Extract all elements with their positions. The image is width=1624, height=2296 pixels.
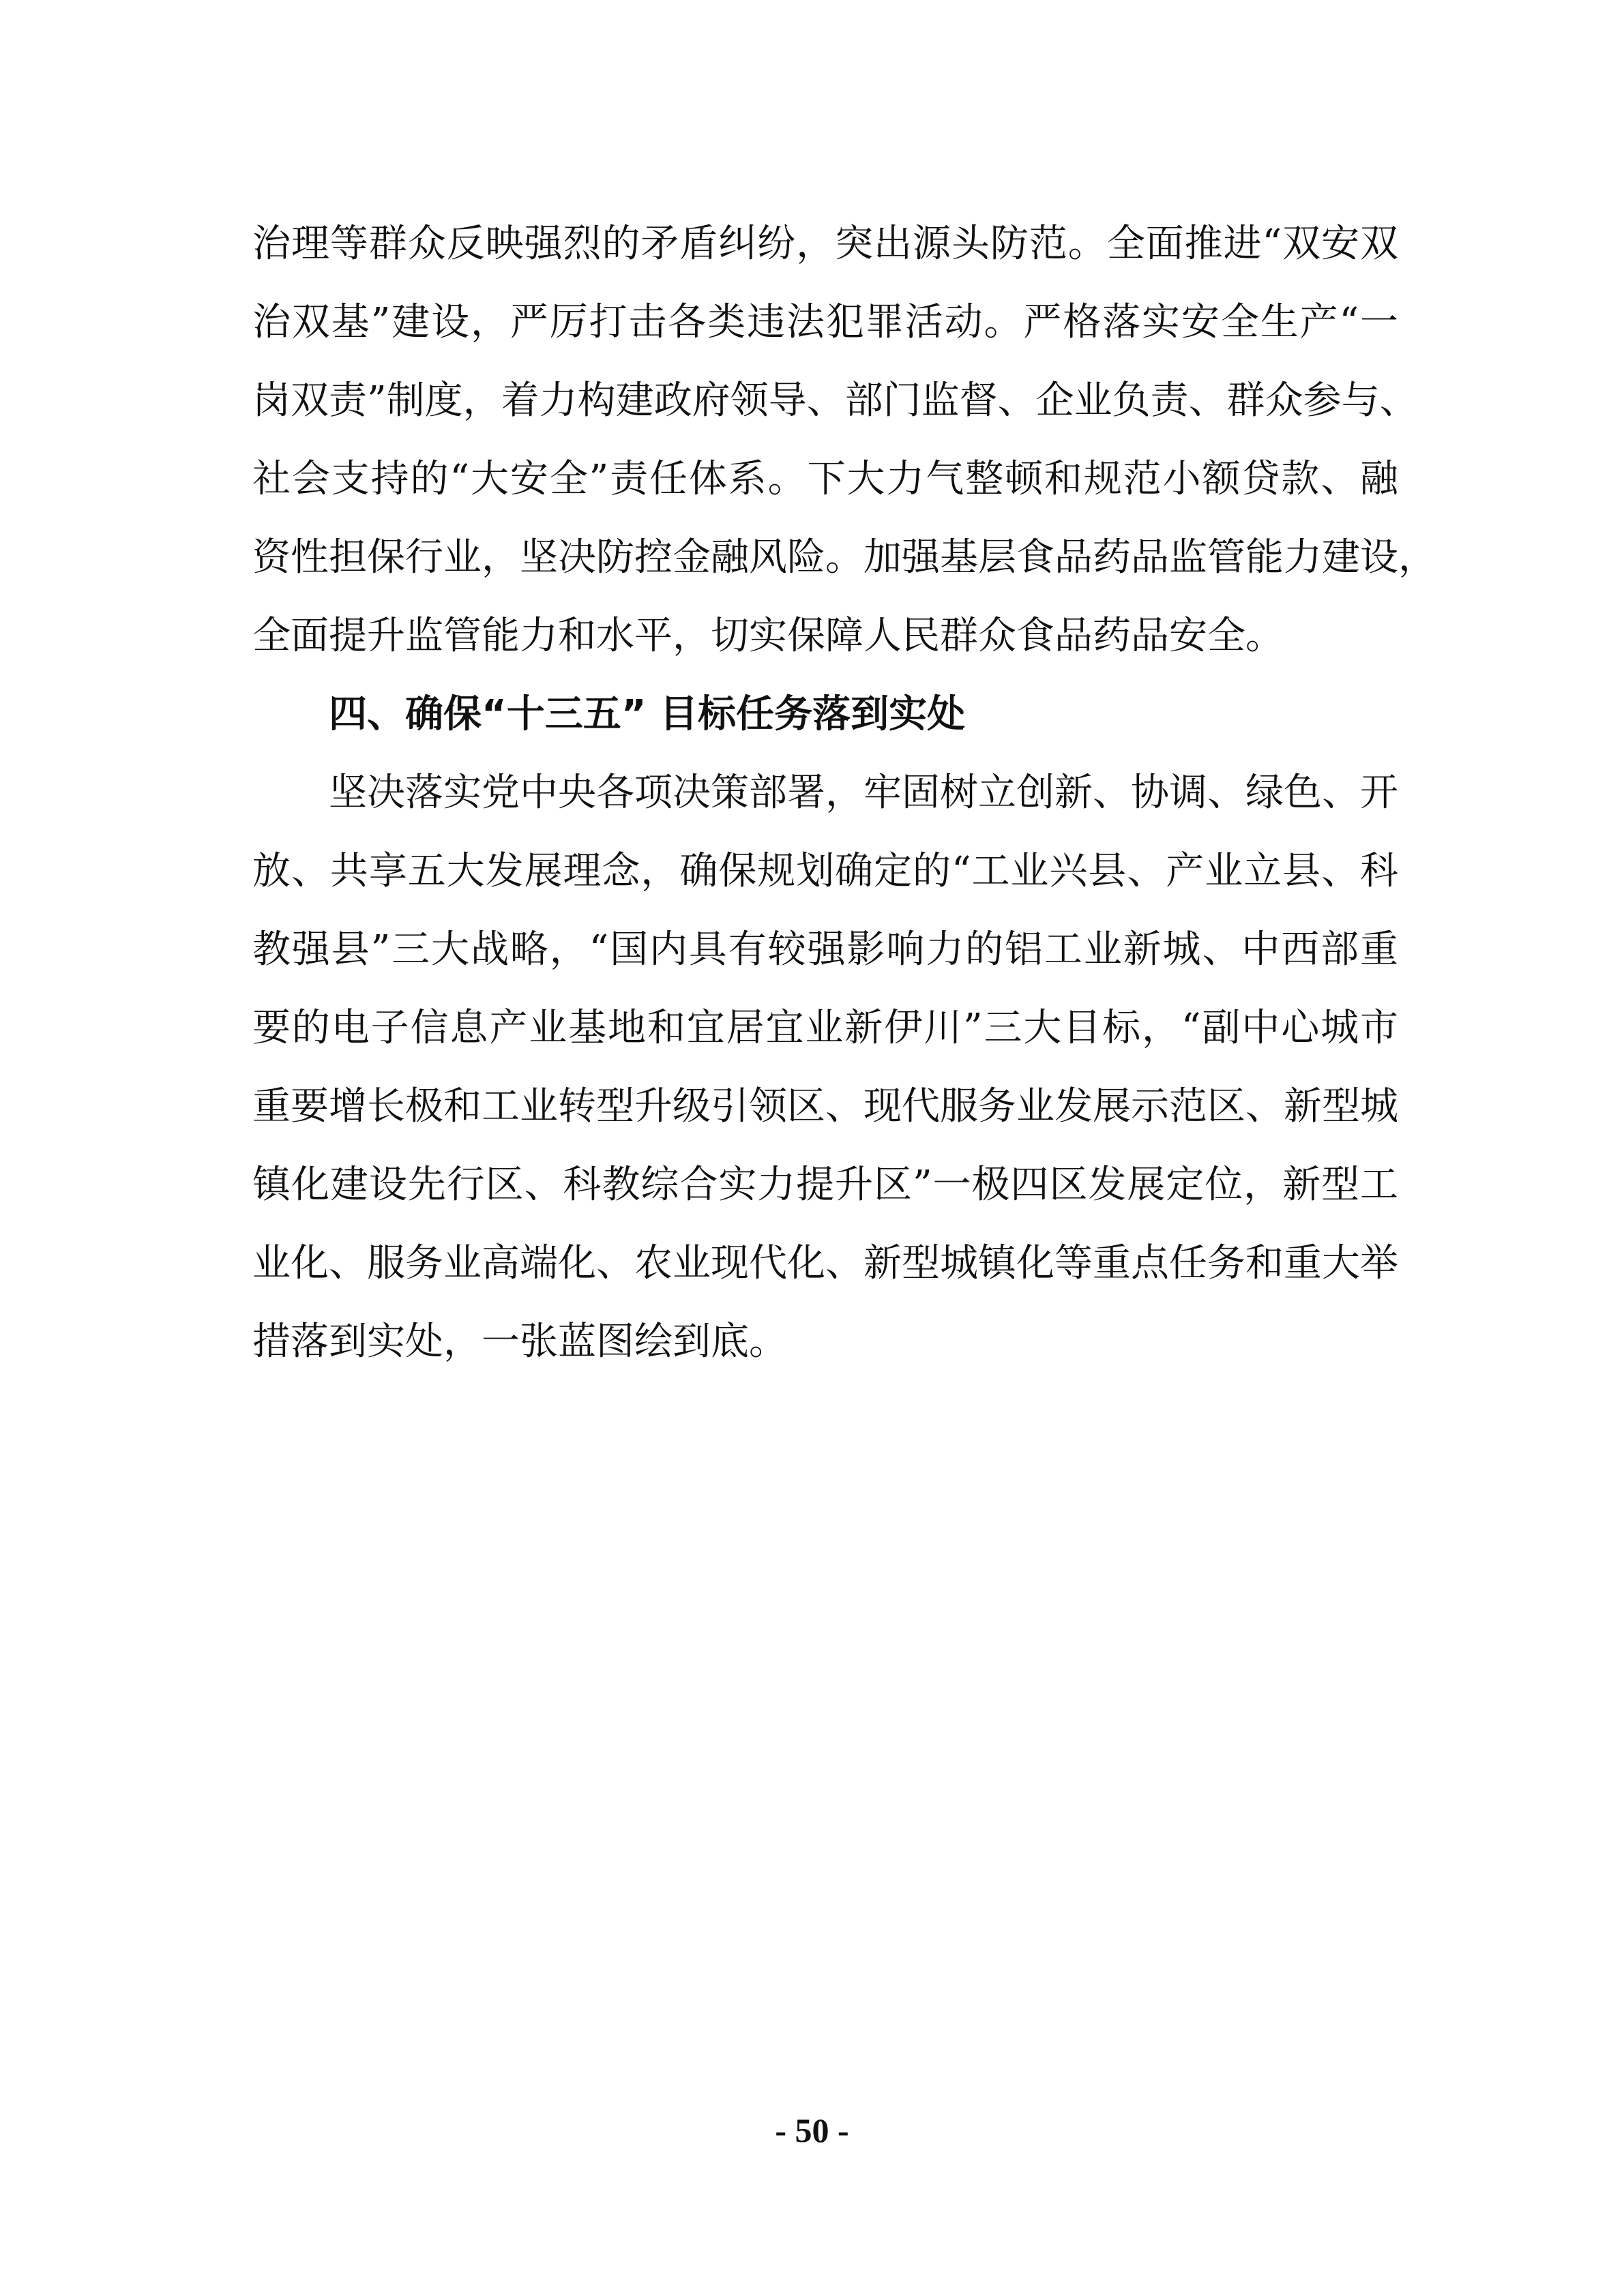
section-heading: 四、确保“十三五” 目标任务落到实处	[329, 692, 966, 736]
paragraph-line: 治理等群众反映强烈的矛盾纠纷，突出源头防范。全面推进“双安双	[252, 222, 1398, 266]
paragraph-line: 社会支持的“大安全”责任体系。下大力气整顿和规范小额贷款、融	[252, 457, 1398, 501]
page-number: - 50 -	[775, 2111, 849, 2149]
paragraph-2	[252, 754, 1398, 1381]
paragraph-line: 岗双责”制度，着力构建政府领导、部门监督、企业负责、群众参与、	[252, 378, 1418, 423]
page-body	[252, 205, 1436, 1381]
paragraph-line: 教强县”三大战略，“国内具有较强影响力的铝工业新城、中西部重	[252, 927, 1398, 972]
paragraph-line: 全面提升监管能力和水平，切实保障人民群众食品药品安全。	[252, 614, 1284, 658]
paragraph-line: 放、共享五大发展理念，确保规划确定的“工业兴县、产业立县、科	[252, 849, 1398, 893]
paragraph-line: 要的电子信息产业基地和宜居宜业新伊川”三大目标，“副中心城市	[252, 1006, 1398, 1050]
paragraph-1	[252, 205, 1436, 675]
paragraph-line: 业化、服务业高端化、农业现代化、新型城镇化等重点任务和重大举	[252, 1241, 1398, 1285]
paragraph-line: 治双基”建设，严厉打击各类违法犯罪活动。严格落实安全生产“一	[252, 300, 1398, 344]
paragraph-line: 坚决落实党中央各项决策部署，牢固树立创新、协调、绿色、开	[329, 771, 1398, 815]
paragraph-line: 措落到实处，一张蓝图绘到底。	[252, 1320, 787, 1364]
paragraph-line: 镇化建设先行区、科教综合实力提升区”一极四区发展定位，新型工	[252, 1163, 1398, 1207]
paragraph-line: 重要增长极和工业转型升级引领区、现代服务业发展示范区、新型城	[252, 1084, 1398, 1129]
paragraph-line: 资性担保行业，坚决防控金融风险。加强基层食品药品监管能力建设，	[252, 535, 1436, 580]
